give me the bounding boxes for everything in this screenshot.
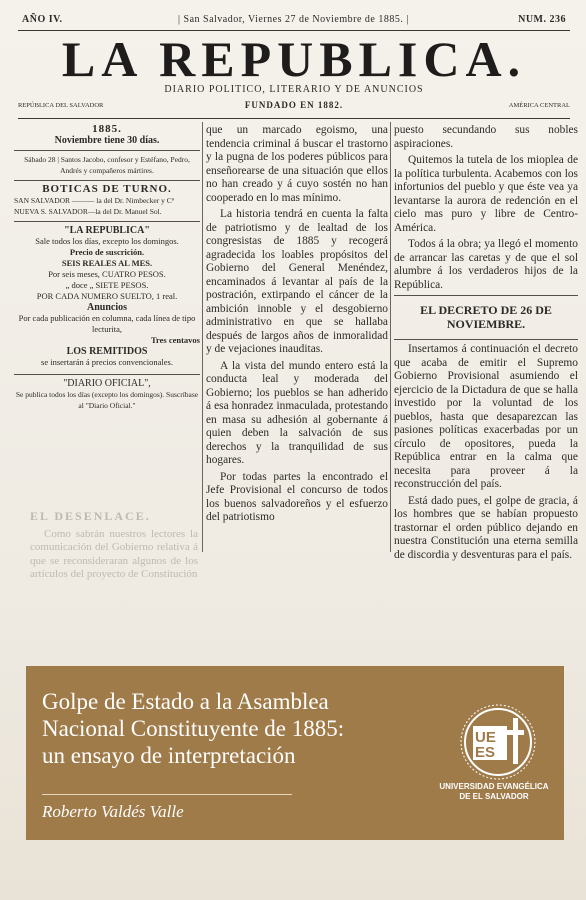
desenlace-column: [30, 510, 198, 582]
newspaper-topbar: [18, 14, 570, 28]
column-divider: [390, 122, 391, 552]
title-panel: [26, 666, 564, 840]
calendar-saints: Sábado 28 | Santos Jacobo, confesor y Estéfano, Pedro, Andrés y compañeros mártires.: [14, 150, 200, 176]
calendar-year: 1885.: [92, 123, 122, 135]
precio-semestre: Por seis meses, CUATRO PESOS.: [48, 269, 166, 279]
newspaper-infoline: [18, 100, 570, 114]
column-divider: [202, 122, 203, 552]
article-paragraph: Quitemos la tutela de los mioplea de la política turbulenta. Acabemos con los infortunios del pueblo y que éste vea ya levantarse la aurora de redención en el cielo mas puro y libre de Centro-América.: [394, 154, 578, 234]
university-logo-icon: [458, 702, 538, 782]
newspaper-column-decree: [394, 124, 578, 561]
desenlace-text: Como sabrán nuestros lectores la comunicación del Gobierno relativa á que se reconsideraran algunos de los artículos del proyecto de Constitución: [30, 527, 198, 580]
newspaper-column-article: [206, 124, 388, 534]
university-name-line: DE EL SALVADOR: [459, 792, 529, 801]
precio-numero: POR CADA NUMERO SUELTO, 1 real.: [36, 291, 178, 301]
article-paragraph: Todos á la obra; ya llegó el momento de arrancar las caretas y de que el sol alumbre á los verdaderos hijos de la República.: [394, 238, 578, 291]
anuncios-text: Por cada publicación en columna, cada línea de tipo lecturita,: [18, 313, 196, 334]
book-author: Roberto Valdés Valle: [42, 802, 184, 821]
founded-label: FUNDADO EN 1882.: [244, 100, 344, 110]
rep-title: "LA REPUBLICA": [14, 221, 200, 236]
newspaper-column-info: [14, 124, 200, 534]
remitidos-title: LOS REMITIDOS: [66, 346, 148, 357]
anuncios-title: Anuncios: [86, 302, 127, 313]
calendar-month: Noviembre tiene 30 días.: [54, 135, 160, 146]
book-title-line: un ensayo de interpretación: [42, 743, 296, 768]
article-paragraph: Insertamos á continuación el decreto que acaba de emitir el Supremo Gobierno Provisional asumiendo el ejercicio de la Dictadura de que se halla investido por la voluntad de los pueblos, hasta que desaparezcan las pasiones políticas exacerbadas por un círculo de opositores, pueda la República entrar en la calma que necesita para proveer á la reconstrucción del país.: [394, 343, 578, 490]
remitidos-text: se insertarán á precios convencionales.: [41, 357, 173, 367]
newspaper-masthead: LA REPUBLICA.: [61, 31, 527, 87]
article-paragraph: que un marcado egoismo, una tendencia criminal á buscar el trastorno y la pugna de los poderes públicos para enseñorearse de una situación que ellos no han creado y á cuyo sostén no han cooperado en lo mas mínimo.: [206, 124, 388, 204]
rep-subtitle: Sale todos los días, excepto los domingos.: [35, 236, 179, 246]
precio-anual: „ doce „ SIETE PESOS.: [65, 280, 149, 290]
decree-heading: EL DECRETO DE 26 DE NOVIEMBRE.: [394, 295, 578, 340]
article-paragraph: puesto secundando sus nobles aspiraciones.: [394, 124, 578, 150]
country-label: REPÚBLICA DEL SALVADOR: [18, 102, 104, 109]
newspaper-subtitle: DIARIO POLITICO, LITERARIO Y DE ANUNCIOS: [164, 84, 424, 95]
boticas-title: BOTICAS DE TURNO.: [14, 180, 200, 195]
issue-number: NUM. 236: [518, 14, 566, 25]
header-rule: [18, 118, 570, 119]
precio-label: Precio de suscrición.: [69, 247, 145, 257]
university-name: [426, 782, 562, 802]
dateline: | San Salvador, Viernes 27 de Noviembre de 1885. |: [178, 14, 409, 25]
author-divider: [42, 794, 292, 795]
boticas-line: SAN SALVADOR ——— la del Dr. Nimbecker y Cª: [14, 196, 174, 205]
logo-letters-top: UE: [475, 729, 496, 746]
book-title-line: Nacional Constituyente de 1885:: [42, 716, 345, 741]
boticas-line: NUEVA S. SALVADOR—la del Dr. Manuel Sol.: [14, 207, 162, 216]
issue-label: AÑO IV.: [22, 14, 63, 25]
article-paragraph: Está dado pues, el golpe de gracia, á los hombres que se habían propuesto trastornar el orden público dejando en nuestra Constitución una eterna semilla de discordia y desventuras para el país.: [394, 494, 578, 561]
book-title-line: Golpe de Estado a la Asamblea: [42, 689, 329, 714]
article-paragraph: A la vista del mundo entero está la conducta leal y moderada del Gobierno; los pueblos se han adherido á esa honradez inmaculada, protestando en masa su adhesión al gobernante á quien deben la salvación de sus derechos y la tranquilidad de sus hogares.: [206, 359, 388, 466]
desenlace-title: EL DESENLACE.: [30, 509, 151, 523]
oficial-text: Se publica todos los días (excepto los domingos). Suscríbase al "Diario Oficial.": [15, 390, 199, 410]
region-label: AMÉRICA CENTRAL: [508, 102, 570, 109]
anuncios-price: Tres centavos: [150, 335, 200, 345]
article-paragraph: La historia tendrá en cuenta la falta de patriotismo y de lealtad de los congresistas de 1885 y recogerá agradecida los loables propósitos del Gobierno del General Menéndez, encaminados á levantar al país de la postración, extirpando el cáncer de la ambición innoble y el desgobierno administrativo en que se hallaba después de largos años de inmoralidad y de vejaciones inauditas.: [206, 208, 388, 355]
article-paragraph: Por todas partes la encontrado el Jefe Provisional el concurso de todos los buenos salvadoreños y el esfuerzo del patriotismo: [206, 470, 388, 523]
precio-mes: SEIS REALES AL MES.: [61, 258, 153, 268]
oficial-title: "DIARIO OFICIAL",: [14, 374, 200, 389]
university-name-line: UNIVERSIDAD EVANGÉLICA: [439, 782, 549, 791]
logo-letters-bottom: ES: [475, 744, 496, 761]
book-title: [42, 688, 442, 769]
